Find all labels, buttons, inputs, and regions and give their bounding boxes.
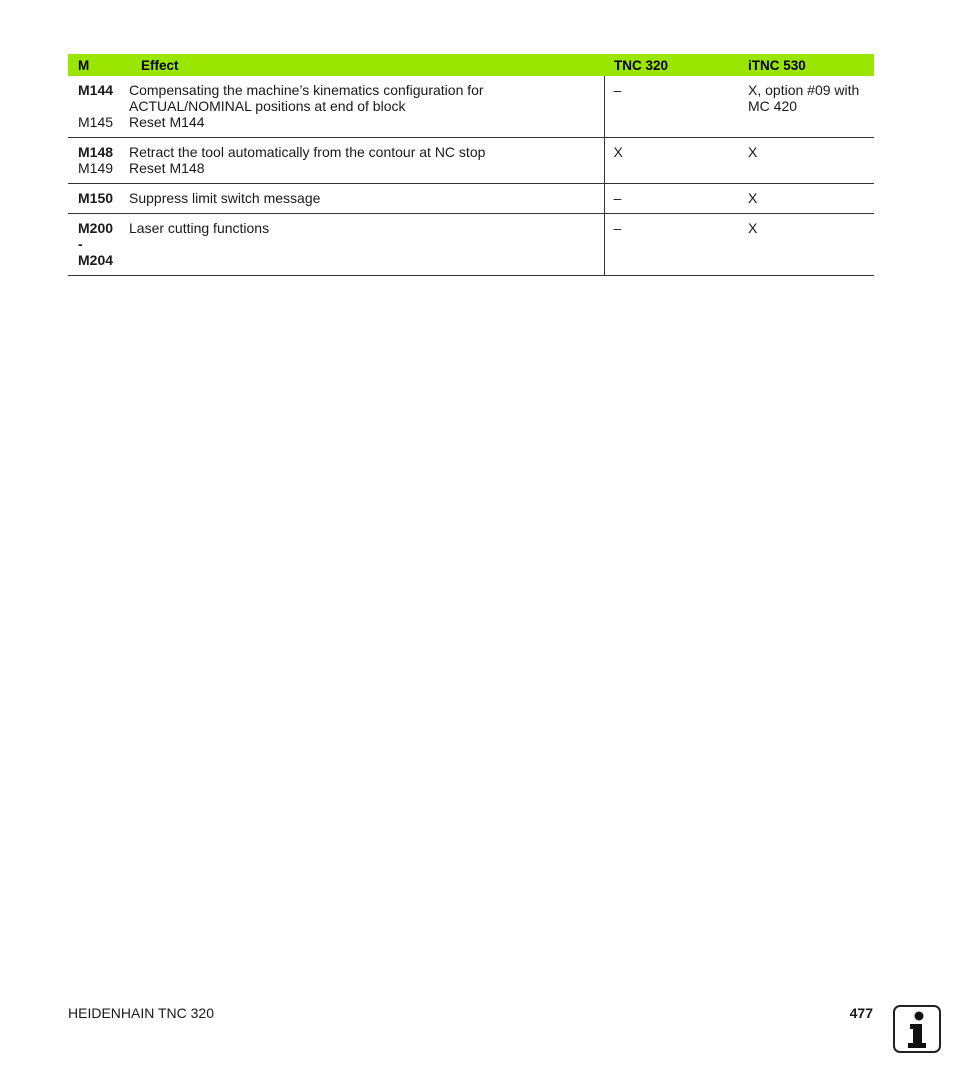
effect-text: Retract the tool automatically from the contour at NC stop: [129, 144, 486, 160]
effect-text: Reset M144: [129, 114, 205, 130]
effect-text: Reset M148: [129, 160, 205, 176]
effect-text: ACTUAL/NOMINAL positions at end of block: [129, 98, 406, 114]
cell-m: [68, 214, 128, 276]
itnc530-value: MC 420: [748, 98, 798, 114]
m-code: M150: [78, 190, 114, 206]
spacer-line: [78, 98, 124, 114]
cell-m: [68, 138, 128, 184]
info-icon-glyph: [895, 1007, 939, 1051]
cell-itnc530: [738, 138, 874, 184]
effect-text: Compensating the machine’s kinematics configuration for: [129, 82, 484, 98]
cell-m: [68, 184, 128, 214]
cell-itnc530: [738, 76, 874, 138]
cell-effect: [128, 214, 604, 276]
page-number: 477: [849, 1005, 873, 1021]
footer-product-name: HEIDENHAIN TNC 320: [68, 1005, 215, 1021]
m-code: M145: [78, 114, 114, 130]
effect-text: Suppress limit switch message: [129, 190, 321, 206]
tnc320-value: –: [613, 220, 622, 236]
effect-text: Laser cutting functions: [129, 220, 270, 236]
cell-effect: [128, 76, 604, 138]
table-row: [68, 184, 874, 214]
cell-effect: [128, 184, 604, 214]
table-header-row: [68, 54, 874, 76]
cell-tnc320: [604, 138, 738, 184]
cell-effect: [128, 138, 604, 184]
m-code: M204: [78, 252, 114, 268]
m-code: M144: [78, 82, 114, 98]
tnc320-value: –: [613, 190, 622, 206]
itnc530-value: X: [748, 190, 758, 206]
header-effect: Effect: [128, 54, 604, 76]
cell-itnc530: [738, 184, 874, 214]
itnc530-value: X: [748, 144, 758, 160]
cell-itnc530: [738, 214, 874, 276]
itnc530-value: X: [748, 220, 758, 236]
cell-tnc320: [604, 184, 738, 214]
header-itnc530: iTNC 530: [738, 54, 874, 76]
m-code: M200: [78, 220, 114, 236]
cell-tnc320: [604, 214, 738, 276]
m-range-dash: -: [78, 236, 83, 252]
cell-tnc320: [604, 76, 738, 138]
table-row: [68, 214, 874, 276]
m-functions-table: [68, 54, 874, 276]
table-row: [68, 76, 874, 138]
tnc320-value: –: [613, 82, 622, 98]
header-m: M: [68, 54, 128, 76]
m-code: M148: [78, 144, 114, 160]
tnc320-value: X: [613, 144, 623, 160]
itnc530-value: X, option #09 with: [748, 82, 860, 98]
table-row: [68, 138, 874, 184]
header-tnc320: TNC 320: [604, 54, 738, 76]
m-code: M149: [78, 160, 114, 176]
info-icon: [893, 1005, 941, 1053]
cell-m: [68, 76, 128, 138]
